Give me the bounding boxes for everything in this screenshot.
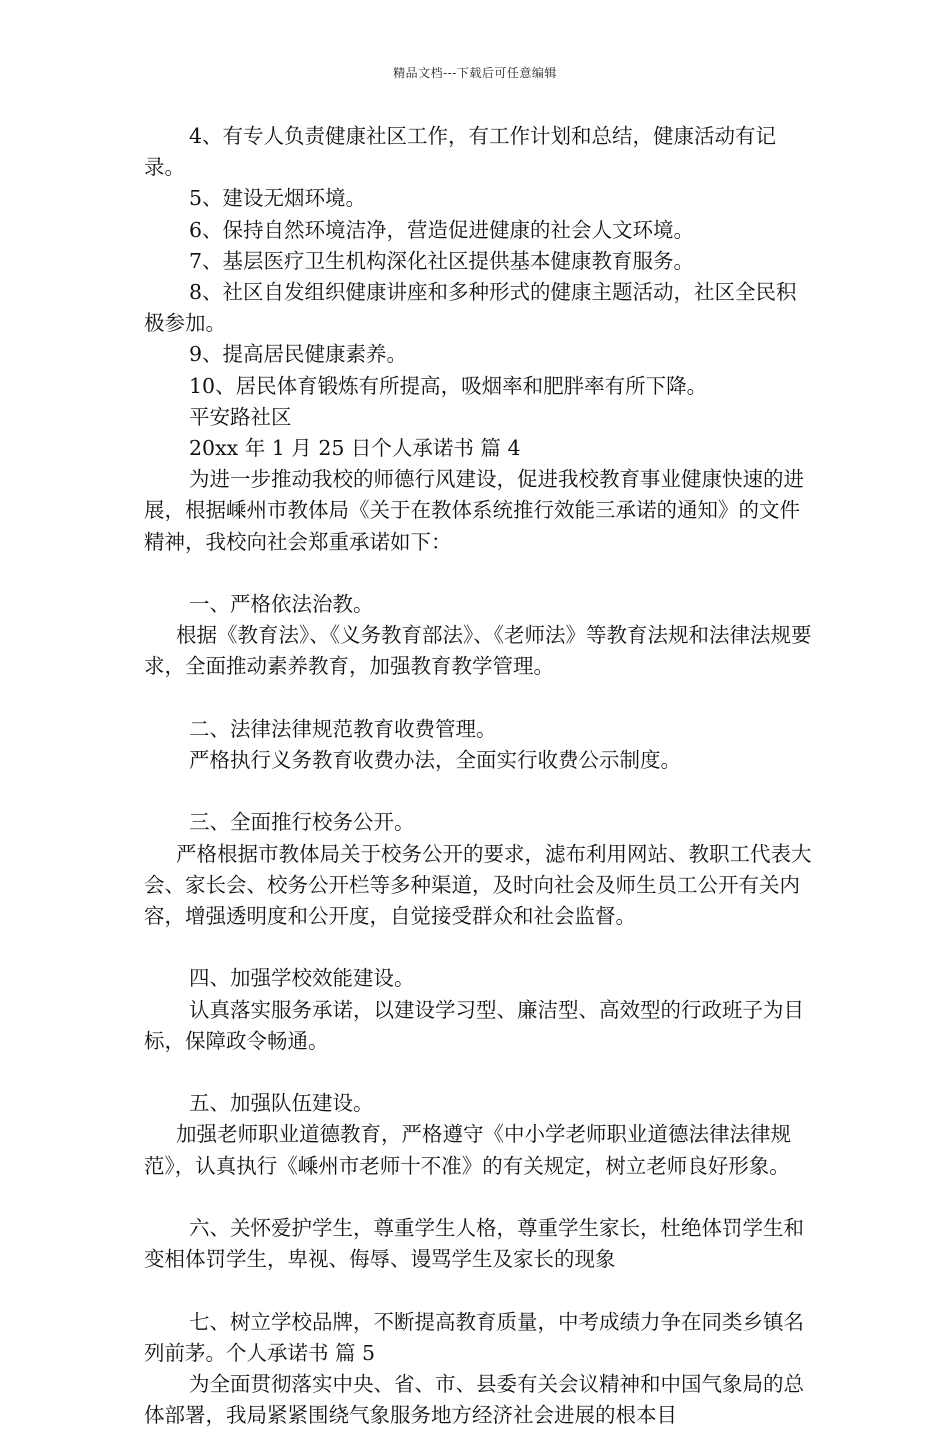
paragraph: 6、保持自然环境洁净，营造促进健康的社会人文环境。 — [189, 217, 695, 242]
list-heading: 四、加强学校效能建设。 — [189, 966, 415, 991]
list-heading: 一、严格依法治教。 — [189, 592, 374, 617]
paragraph: 5、建设无烟环境。 — [189, 186, 367, 211]
blank-line — [144, 1182, 812, 1213]
paragraph: 7、基层医疗卫生机构深化社区提供基本健康教育服务。 — [189, 248, 695, 273]
paragraph: 4、有专人负责健康社区工作，有工作计划和总结，健康活动有记录。 — [144, 124, 777, 180]
paragraph: 10、居民体育锻炼有所提高，吸烟率和肥胖率有所下降。 — [189, 373, 708, 398]
paragraph: 严格执行义务教育收费办法，全面实行收费公示制度。 — [189, 748, 681, 773]
paragraph: 严格根据市教体局关于校务公开的要求，滤布利用网站、教职工代表大会、家长会、校务公开栏等多种渠道，及时向社会及师生员工公开有关内容，增强透明度和公开度，自觉接受群众和社会监督。 — [144, 841, 812, 929]
list-heading: 二、法律法律规范教育收费管理。 — [189, 716, 497, 741]
document-body — [144, 121, 812, 1431]
paragraph: 8、社区自发组织健康讲座和多种形式的健康主题活动，社区全民积极参加。 — [144, 280, 797, 336]
paragraph: 加强老师职业道德教育，严格遵守《中小学老师职业道德法律法律规范》，认真执行《嵊州市老师十不准》的有关规定，树立老师良好形象。 — [144, 1122, 791, 1178]
paragraph: 认真落实服务承诺，以建设学习型、廉洁型、高效型的行政班子为目标，保障政令畅通。 — [144, 997, 804, 1053]
blank-line — [144, 1275, 812, 1306]
list-heading: 三、全面推行校务公开。 — [189, 810, 415, 835]
blank-line — [144, 558, 812, 589]
list-heading: 五、加强队伍建设。 — [189, 1091, 374, 1116]
blank-line — [144, 1057, 812, 1088]
signature-line: 平安路社区 — [189, 404, 292, 429]
blank-line — [144, 683, 812, 714]
page-header: 精品文档---下载后可任意编辑 — [393, 66, 557, 80]
blank-line — [144, 776, 812, 807]
section-heading: 20xx 年 1 月 25 日个人承诺书 篇 4 — [189, 436, 521, 461]
paragraph: 七、树立学校品牌，不断提高教育质量，中考成绩力争在同类乡镇名列前茅。个人承诺书 篇 5 — [144, 1309, 804, 1365]
paragraph: 根据《教育法》、《义务教育部法》、《老师法》等教育法规和法律法规要求，全面推动素养教育，加强教育教学管理。 — [144, 623, 812, 679]
paragraph: 9、提高居民健康素养。 — [189, 342, 408, 367]
paragraph: 为进一步推动我校的师德行风建设，促进我校教育事业健康快速的进展，根据嵊州市教体局《关于在教体系统推行效能三承诺的通知》的文件精神，我校向社会郑重承诺如下： — [144, 467, 804, 554]
blank-line — [144, 932, 812, 963]
paragraph: 为全面贯彻落实中央、省、市、县委有关会议精神和中国气象局的总体部署，我局紧紧围绕气象服务地方经济社会进展的根本目 — [144, 1372, 804, 1428]
paragraph: 六、关怀爱护学生，尊重学生人格，尊重学生家长，杜绝体罚学生和变相体罚学生，卑视、侮辱、谩骂学生及家长的现象 — [144, 1216, 804, 1272]
